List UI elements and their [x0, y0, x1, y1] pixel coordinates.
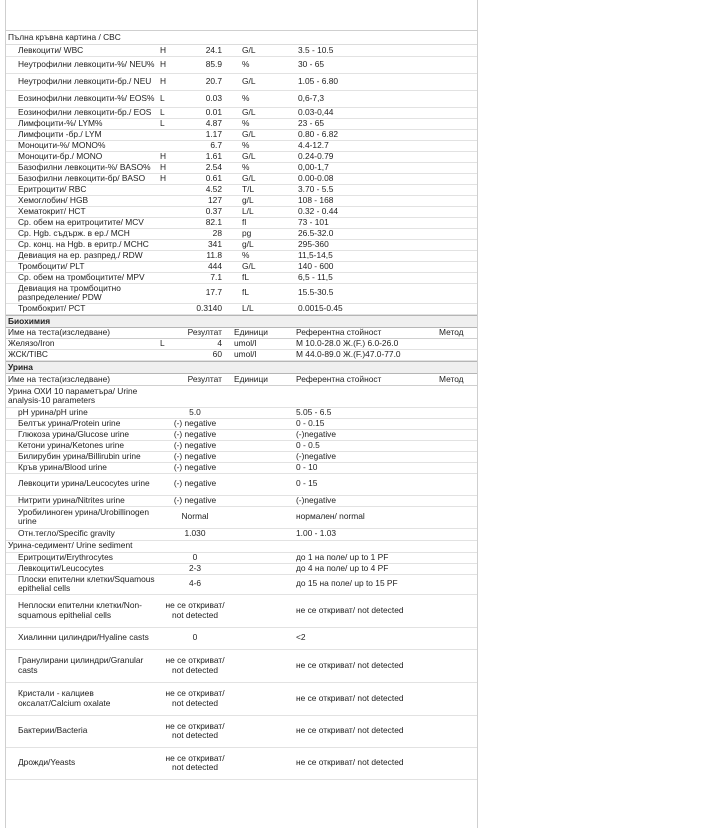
result-unit: g/L — [232, 239, 294, 250]
method-cell — [437, 473, 477, 495]
result-flag — [158, 272, 180, 283]
test-name: Лимфоцити -бр./ LYM — [6, 129, 158, 140]
reference-range: (-)negative — [294, 495, 437, 506]
result-value: 2.54 — [180, 162, 232, 173]
urine-row — [6, 418, 477, 429]
result-value: 1.61 — [180, 151, 232, 162]
result-unit: G/L — [232, 151, 294, 162]
result-value: 20.7 — [180, 73, 232, 90]
reference-range: 73 - 101 — [294, 217, 477, 228]
reference-range: 1.05 - 6.80 — [294, 73, 477, 90]
cbc-row — [6, 129, 477, 140]
sediment-row — [6, 594, 477, 627]
result-flag — [158, 250, 180, 261]
result-value: 28 — [180, 228, 232, 239]
result-unit: G/L — [232, 173, 294, 184]
test-name: Моноцити-бр./ MONO — [6, 151, 158, 162]
reference-range: 0,00-1,7 — [294, 162, 477, 173]
result-flag — [158, 184, 180, 195]
header-method: Метод — [437, 328, 477, 339]
result-flag: H — [158, 173, 180, 184]
empty-cell — [294, 385, 437, 407]
result-flag — [158, 228, 180, 239]
result-unit — [232, 462, 294, 473]
result-value: не се откриват/ not detected — [158, 594, 232, 627]
reference-range: 26.5-32.0 — [294, 228, 477, 239]
reference-range: (-)negative — [294, 451, 437, 462]
cbc-row — [6, 303, 477, 314]
result-value: 1.030 — [158, 528, 232, 540]
method-cell — [437, 429, 477, 440]
result-flag: L — [158, 107, 180, 118]
reference-range: 0.00-0.08 — [294, 173, 477, 184]
empty-cell — [180, 385, 232, 407]
reference-range: 295-360 — [294, 239, 477, 250]
reference-range: не се откриват/ not detected — [294, 682, 437, 715]
method-cell — [437, 715, 477, 747]
method-cell — [437, 649, 477, 682]
header-result: Резултат — [180, 374, 232, 385]
urine-header-row — [6, 374, 477, 385]
result-value: 0.03 — [180, 90, 232, 107]
result-flag — [158, 217, 180, 228]
biochem-title: Биохимия — [6, 315, 477, 328]
result-flag — [158, 303, 180, 314]
result-value: (-) negative — [158, 418, 232, 429]
test-name: Девиация на тромбоцитно разпределение/ PDW — [6, 283, 158, 303]
result-unit: pg — [232, 228, 294, 239]
result-unit: % — [232, 118, 294, 129]
reference-range: 4.4-12.7 — [294, 140, 477, 151]
test-name: Бактерии/Bacteria — [6, 715, 158, 747]
header-units: Единици — [232, 328, 294, 339]
reference-range: не се откриват/ not detected — [294, 715, 437, 747]
result-unit: % — [232, 250, 294, 261]
result-unit — [232, 528, 294, 540]
result-value: (-) negative — [158, 429, 232, 440]
result-value: (-) negative — [158, 451, 232, 462]
urine-title: Урина — [6, 361, 477, 374]
result-value: 127 — [180, 195, 232, 206]
sediment-row — [6, 574, 477, 594]
cbc-row — [6, 283, 477, 303]
test-name: Левкоцити/ WBC — [6, 45, 158, 56]
result-value: 24.1 — [180, 45, 232, 56]
result-value: 5.0 — [158, 407, 232, 418]
result-value: (-) negative — [158, 473, 232, 495]
method-cell — [437, 418, 477, 429]
sediment-row — [6, 552, 477, 563]
method-cell — [437, 407, 477, 418]
empty-cell — [158, 540, 180, 552]
reference-range: 0.80 - 6.82 — [294, 129, 477, 140]
result-value: 11.8 — [180, 250, 232, 261]
reference-range: до 4 на поле/ up to 4 PF — [294, 563, 437, 574]
method-cell — [437, 594, 477, 627]
result-unit: L/L — [232, 206, 294, 217]
result-unit: G/L — [232, 107, 294, 118]
result-unit: % — [232, 56, 294, 73]
reference-range: 15.5-30.5 — [294, 283, 477, 303]
result-value: (-) negative — [158, 440, 232, 451]
cbc-row — [6, 140, 477, 151]
test-name: Еозинофилни левкоцити-бр./ EOS — [6, 107, 158, 118]
cbc-row — [6, 118, 477, 129]
cbc-row — [6, 56, 477, 73]
reference-range: 0,6-7,3 — [294, 90, 477, 107]
reference-range: M 44.0-89.0 Ж.(F.)47.0-77.0 — [294, 350, 437, 361]
urine-group-row — [6, 385, 477, 407]
result-value: 4.52 — [180, 184, 232, 195]
reference-range: 6,5 - 11,5 — [294, 272, 477, 283]
header-method: Метод — [437, 374, 477, 385]
method-cell — [437, 350, 477, 361]
result-unit — [232, 429, 294, 440]
result-value: 17.7 — [180, 283, 232, 303]
sediment-row — [6, 649, 477, 682]
test-name: Глюкоза урина/Glucose urine — [6, 429, 158, 440]
test-name: Неплоски епителни клетки/Non-squamous epithelial cells — [6, 594, 158, 627]
header-ref: Референтна стойност — [294, 374, 437, 385]
result-value: 0 — [158, 627, 232, 649]
result-unit: umol/l — [232, 350, 294, 361]
test-name: Хемоглобин/ HGB — [6, 195, 158, 206]
cbc-row — [6, 184, 477, 195]
cbc-row — [6, 151, 477, 162]
reference-range: не се откриват/ not detected — [294, 649, 437, 682]
test-name: Гранулирани цилиндри/Granular casts — [6, 649, 158, 682]
test-name: Моноцити-%/ MONO% — [6, 140, 158, 151]
header-ref: Референтна стойност — [294, 328, 437, 339]
empty-cell — [180, 540, 232, 552]
result-unit: G/L — [232, 73, 294, 90]
result-unit: fl — [232, 217, 294, 228]
result-flag — [158, 350, 180, 361]
reference-range: <2 — [294, 627, 437, 649]
result-flag — [158, 261, 180, 272]
cbc-row — [6, 217, 477, 228]
test-name: Ср. Hgb. съдърж. в ер./ MCH — [6, 228, 158, 239]
result-flag — [158, 195, 180, 206]
result-unit: g/L — [232, 195, 294, 206]
header-units: Единици — [232, 374, 294, 385]
result-value: 444 — [180, 261, 232, 272]
urine-row — [6, 462, 477, 473]
test-name: Неутрофилни левкоцити-%/ NEU% — [6, 56, 158, 73]
result-flag — [158, 140, 180, 151]
cbc-row — [6, 173, 477, 184]
reference-range: 108 - 168 — [294, 195, 477, 206]
result-unit — [232, 563, 294, 574]
urine-row — [6, 429, 477, 440]
test-name: Белтък урина/Protein urine — [6, 418, 158, 429]
cbc-row — [6, 162, 477, 173]
test-name: Хиалинни цилиндри/Hyaline casts — [6, 627, 158, 649]
result-unit: G/L — [232, 129, 294, 140]
method-cell — [437, 574, 477, 594]
reference-range: 23 - 65 — [294, 118, 477, 129]
result-value: не се откриват/ not detected — [158, 747, 232, 779]
empty-cell — [158, 385, 180, 407]
test-name: Дрожди/Yeasts — [6, 747, 158, 779]
result-flag — [158, 283, 180, 303]
result-unit: fL — [232, 272, 294, 283]
method-cell — [437, 451, 477, 462]
result-unit: % — [232, 90, 294, 107]
result-unit — [232, 552, 294, 563]
result-unit — [232, 440, 294, 451]
result-value: не се откриват/ not detected — [158, 682, 232, 715]
sediment-row — [6, 682, 477, 715]
test-name: Ср. обем на тромбоцитите/ MPV — [6, 272, 158, 283]
test-name: Нитрити урина/Nitrites urine — [6, 495, 158, 506]
result-flag — [158, 129, 180, 140]
sediment-row — [6, 627, 477, 649]
reference-range: 0.0015-0.45 — [294, 303, 477, 314]
method-cell — [437, 506, 477, 528]
cbc-row — [6, 239, 477, 250]
method-cell — [437, 627, 477, 649]
test-name: Базофилни левкоцити-бр/ BASO — [6, 173, 158, 184]
urine-row — [6, 473, 477, 495]
result-unit — [232, 506, 294, 528]
result-unit — [232, 451, 294, 462]
result-value: 0 — [158, 552, 232, 563]
result-value: 82.1 — [180, 217, 232, 228]
result-value: 4 — [180, 339, 232, 350]
test-name: Отн.тегло/Specific gravity — [6, 528, 158, 540]
header-result: Резултат — [180, 328, 232, 339]
result-value: 0.61 — [180, 173, 232, 184]
result-value: не се откриват/ not detected — [158, 649, 232, 682]
test-name: Еритроцити/ RBC — [6, 184, 158, 195]
result-flag: L — [158, 90, 180, 107]
result-unit: T/L — [232, 184, 294, 195]
cbc-row — [6, 90, 477, 107]
test-name: Кетони урина/Ketones urine — [6, 440, 158, 451]
test-name: Еозинофилни левкоцити-%/ EOS% — [6, 90, 158, 107]
method-cell — [437, 552, 477, 563]
cbc-table — [6, 45, 477, 315]
result-unit: G/L — [232, 261, 294, 272]
result-value: (-) negative — [158, 495, 232, 506]
method-cell — [437, 682, 477, 715]
biochem-row — [6, 339, 477, 350]
result-unit — [232, 594, 294, 627]
result-unit: umol/l — [232, 339, 294, 350]
test-name: Девиация на ер. разпред./ RDW — [6, 250, 158, 261]
empty-cell — [437, 385, 477, 407]
empty-cell — [294, 540, 437, 552]
test-name: Хематокрит/ HCT — [6, 206, 158, 217]
reference-range: 3.70 - 5.5 — [294, 184, 477, 195]
reference-range: 0 - 15 — [294, 473, 437, 495]
cbc-row — [6, 250, 477, 261]
method-cell — [437, 528, 477, 540]
test-name: Ср. конц. на Hgb. в еритр./ MCHC — [6, 239, 158, 250]
result-value: (-) negative — [158, 462, 232, 473]
result-value: 4.87 — [180, 118, 232, 129]
result-value: 0.01 — [180, 107, 232, 118]
result-value: 341 — [180, 239, 232, 250]
result-value: 1.17 — [180, 129, 232, 140]
test-name: Лимфоцити-%/ LYM% — [6, 118, 158, 129]
result-flag: H — [158, 56, 180, 73]
cbc-row — [6, 107, 477, 118]
biochem-row — [6, 350, 477, 361]
urine-row — [6, 506, 477, 528]
result-value: не се откриват/ not detected — [158, 715, 232, 747]
reference-range: 30 - 65 — [294, 56, 477, 73]
result-flag: H — [158, 162, 180, 173]
reference-range: 0 - 0.5 — [294, 440, 437, 451]
test-name: Тромбокрит/ PCT — [6, 303, 158, 314]
result-value: 6.7 — [180, 140, 232, 151]
test-name: Неутрофилни левкоцити-бр./ NEU — [6, 73, 158, 90]
cbc-row — [6, 73, 477, 90]
result-unit: L/L — [232, 303, 294, 314]
result-unit — [232, 495, 294, 506]
biochem-table — [6, 328, 477, 362]
urine-row — [6, 440, 477, 451]
reference-range: нормален/ normal — [294, 506, 437, 528]
result-unit: % — [232, 140, 294, 151]
result-value: 85.9 — [180, 56, 232, 73]
biochem-header-row — [6, 328, 477, 339]
reference-range: до 1 на поле/ up to 1 PF — [294, 552, 437, 563]
result-value: 0.37 — [180, 206, 232, 217]
reference-range: 1.00 - 1.03 — [294, 528, 437, 540]
urine-group-row — [6, 540, 477, 552]
result-unit — [232, 682, 294, 715]
reference-range: 3.5 - 10.5 — [294, 45, 477, 56]
reference-range: 0 - 0.15 — [294, 418, 437, 429]
empty-cell — [437, 540, 477, 552]
reference-range: не се откриват/ not detected — [294, 594, 437, 627]
result-unit — [232, 418, 294, 429]
sediment-row — [6, 747, 477, 779]
cbc-row — [6, 45, 477, 56]
result-unit — [232, 473, 294, 495]
sediment-row — [6, 715, 477, 747]
reference-range: 0 - 10 — [294, 462, 437, 473]
method-cell — [437, 495, 477, 506]
cbc-row — [6, 261, 477, 272]
method-cell — [437, 339, 477, 350]
reference-range: (-)negative — [294, 429, 437, 440]
test-name: Кристали - калциев оксалат/Calcium oxalate — [6, 682, 158, 715]
cbc-row — [6, 272, 477, 283]
empty-cell — [232, 540, 294, 552]
urine-group-title: Урина-седимент/ Urine sediment — [6, 540, 158, 552]
reference-range: 0.03-0,44 — [294, 107, 477, 118]
result-unit — [232, 747, 294, 779]
reference-range: не се откриват/ not detected — [294, 747, 437, 779]
result-value: Normal — [158, 506, 232, 528]
reference-range: 0.24-0.79 — [294, 151, 477, 162]
result-unit: G/L — [232, 45, 294, 56]
result-unit — [232, 715, 294, 747]
result-value: 4-6 — [158, 574, 232, 594]
empty-cell — [232, 385, 294, 407]
result-flag — [158, 239, 180, 250]
result-flag: H — [158, 151, 180, 162]
result-unit — [232, 627, 294, 649]
reference-range: M 10.0-28.0 Ж.(F.) 6.0-26.0 — [294, 339, 437, 350]
urine-row — [6, 495, 477, 506]
urine-row — [6, 407, 477, 418]
result-unit: % — [232, 162, 294, 173]
method-cell — [437, 440, 477, 451]
reference-range: 0.32 - 0.44 — [294, 206, 477, 217]
reference-range: 5.05 - 6.5 — [294, 407, 437, 418]
test-name: Плоски епителни клетки/Squamous epithelial cells — [6, 574, 158, 594]
urine-table — [6, 374, 477, 780]
reference-range: до 15 на поле/ up to 15 PF — [294, 574, 437, 594]
result-unit — [232, 649, 294, 682]
cbc-row — [6, 195, 477, 206]
urine-row — [6, 451, 477, 462]
sediment-row — [6, 563, 477, 574]
test-name: Ср. обем на еритроцитите/ MCV — [6, 217, 158, 228]
result-unit — [232, 574, 294, 594]
result-unit: fL — [232, 283, 294, 303]
result-value: 0.3140 — [180, 303, 232, 314]
result-unit — [232, 407, 294, 418]
result-flag: H — [158, 45, 180, 56]
test-name: ЖСК/TIBC — [6, 350, 158, 361]
urine-group-title: Урина ОХИ 10 параметъра/ Urine analysis-10 parameters — [6, 385, 158, 407]
result-flag: H — [158, 73, 180, 90]
cbc-title: Пълна кръвна картина / CBC — [6, 30, 477, 45]
cbc-row — [6, 228, 477, 239]
test-name: Кръв урина/Blood urine — [6, 462, 158, 473]
test-name: Еритроцити/Erythrocytes — [6, 552, 158, 563]
test-name: Уробилиноген урина/Urobillinogen urine — [6, 506, 158, 528]
reference-range: 11,5-14,5 — [294, 250, 477, 261]
result-flag: L — [158, 339, 180, 350]
result-value: 2-3 — [158, 563, 232, 574]
result-flag — [158, 206, 180, 217]
cbc-row — [6, 206, 477, 217]
result-value: 7.1 — [180, 272, 232, 283]
urine-row — [6, 528, 477, 540]
test-name: Базофилни левкоцити-%/ BASO% — [6, 162, 158, 173]
test-name: Желязо/Iron — [6, 339, 158, 350]
header-name: Име на теста(изследване) — [6, 374, 158, 385]
test-name: Билирубин урина/Billirubin urine — [6, 451, 158, 462]
result-value: 60 — [180, 350, 232, 361]
lab-report — [5, 0, 478, 828]
method-cell — [437, 563, 477, 574]
test-name: Левкоцити/Leucocytes — [6, 563, 158, 574]
test-name: Тромбоцити/ PLT — [6, 261, 158, 272]
top-blank-area — [6, 0, 477, 30]
method-cell — [437, 462, 477, 473]
test-name: Левкоцити урина/Leucocytes urine — [6, 473, 158, 495]
reference-range: 140 - 600 — [294, 261, 477, 272]
result-flag: L — [158, 118, 180, 129]
test-name: pH урина/pH urine — [6, 407, 158, 418]
method-cell — [437, 747, 477, 779]
header-name: Име на теста(изследване) — [6, 328, 158, 339]
